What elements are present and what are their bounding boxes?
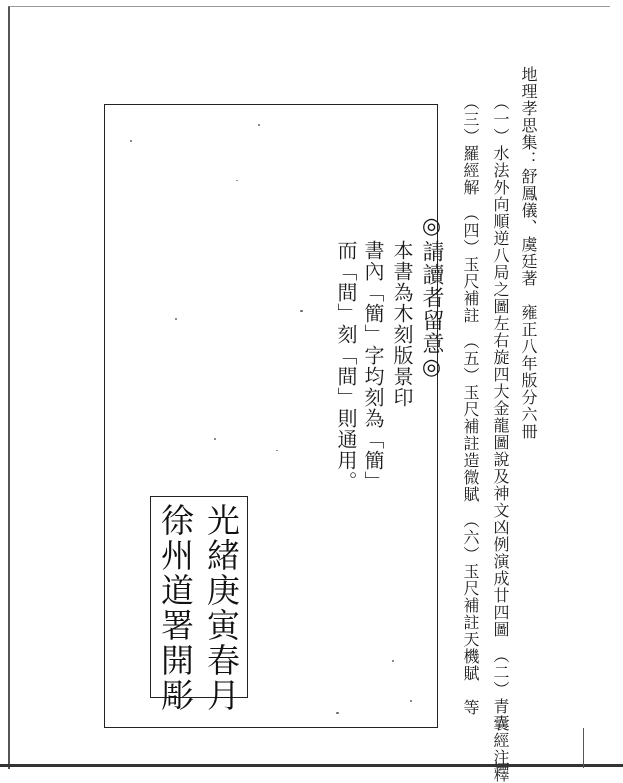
scan-speck bbox=[300, 310, 303, 312]
notice-line-1: 本書為木刻版景印 bbox=[390, 240, 414, 408]
header-title-line: 地理孝思集：舒鳳儀、虞廷著 雍正八年版分六冊 bbox=[519, 66, 538, 440]
scan-speck bbox=[410, 700, 412, 702]
scan-speck bbox=[392, 660, 394, 662]
header-contents-line-2: （三）羅經解 （四）玉尺補註 （五）玉尺補註造微賦 （六）玉尺補註天機賦 等 bbox=[461, 94, 480, 716]
notice-line-2: 書內「簡」字均刻為「簡」 bbox=[361, 240, 385, 492]
page-bottom-edge bbox=[0, 764, 623, 767]
scan-speck bbox=[236, 180, 238, 181]
page-right-edge bbox=[583, 728, 584, 768]
notice-line-3: 而「間」刻「間」則通用。 bbox=[334, 240, 358, 492]
header-contents-line-1: （一）水法外向順逆八局之圖左右旋四大金龍圖說及神文凶例演成廿四圖 （二）青囊經注釋 bbox=[491, 94, 510, 783]
scan-speck bbox=[175, 318, 177, 320]
colophon-seal bbox=[150, 496, 248, 713]
scan-speck bbox=[258, 124, 260, 126]
scan-speck bbox=[214, 438, 216, 440]
notice-heading: ◎請讀者留意◎ bbox=[419, 214, 444, 381]
colophon-date: 光緒庚寅春月 bbox=[202, 503, 241, 713]
colophon-publisher: 徐州道署開彫 bbox=[156, 503, 195, 713]
scan-speck bbox=[336, 712, 339, 714]
scan-speck bbox=[276, 450, 278, 451]
scan-speck bbox=[130, 140, 132, 142]
